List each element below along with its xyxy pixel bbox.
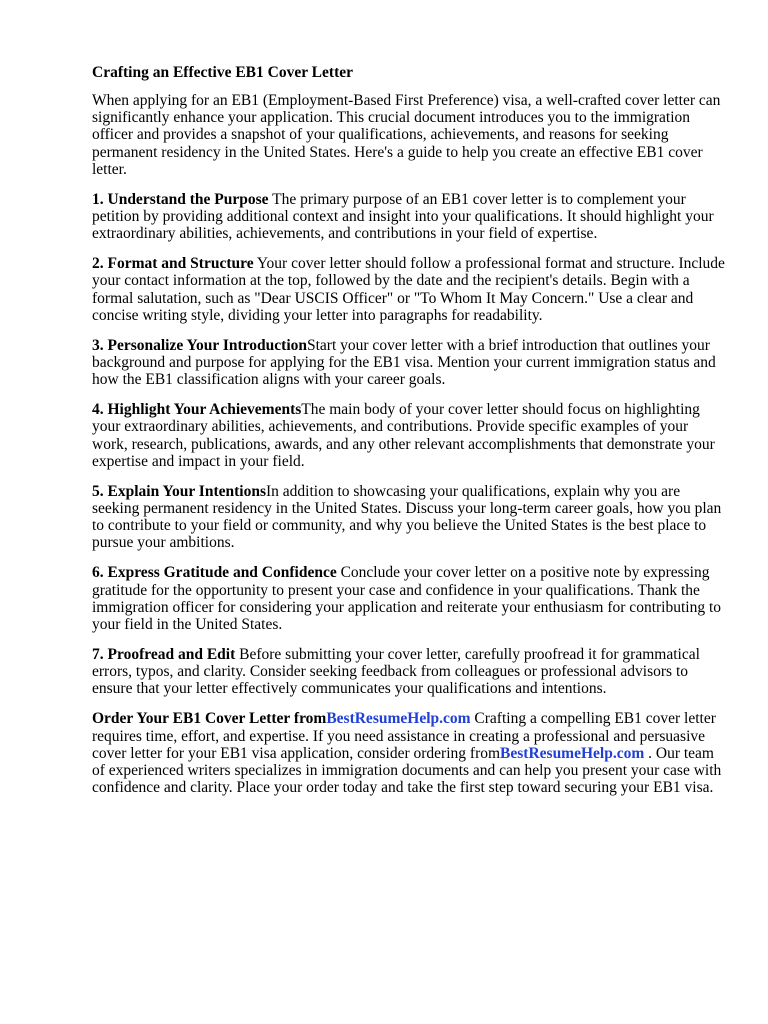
section-heading: 6. Express Gratitude and Confidence [92, 564, 337, 582]
section-understand-purpose [92, 191, 726, 243]
section-body: Start your cover letter with a brief introduction that outlines your background and purpose for applying for the EB1 visa. Mention your current immigration status and how the EB1 classification aligns with your career goals. [92, 336, 716, 389]
section-heading: 1. Understand the Purpose [92, 190, 269, 208]
order-body-part2: . Our team of experienced writers specializes in immigration documents and can help you present your case with confidence and clarity. Place your order today and take the first step toward securing your EB1 visa. [92, 744, 722, 797]
section-body: Your cover letter should follow a professional format and structure. Include your contact information at the top, followed by the date and the recipient's details. Begin with a formal salutation, such as "Dear USCIS Officer" or "To Whom It May Concern." Use a clear and concise writing style, dividing your letter into paragraphs for readability. [92, 255, 725, 324]
bestresumehelp-link[interactable]: BestResumeHelp.com [326, 710, 471, 728]
order-body-part1: Crafting a compelling EB1 cover letter requires time, effort, and expertise. If you need assistance in creating a professional and persuasive cover letter for your EB1 visa application, consider ordering from [92, 710, 716, 762]
section-heading: 4. Highlight Your Achievements [92, 401, 302, 419]
section-body: The primary purpose of an EB1 cover letter is to complement your petition by providing additional context and insight into your qualifications. It should highlight your extraordinary abilities, achievements, and contributions in your field of expertise. [92, 190, 714, 243]
section-body: In addition to showcasing your qualifications, explain why you are seeking permanent residency in the United States. Discuss your long-term career goals, how you plan to contribute to your field or community, and why you believe the United States is the best place to pursue your ambitions. [92, 482, 722, 552]
section-format-structure [92, 255, 726, 324]
section-express-gratitude [92, 564, 726, 633]
section-explain-intentions [92, 483, 726, 552]
section-highlight-achievements [92, 401, 726, 470]
section-proofread-edit [92, 646, 726, 698]
section-body: Conclude your cover letter on a positive note by expressing gratitude for the opportunity to present your case and confidence in your qualifications. Thank the immigration officer for considering your application and reiterate your enthusiasm for contributing to your field in the United States. [92, 564, 722, 634]
bestresumehelp-link-inline[interactable]: BestResumeHelp.com [500, 744, 645, 762]
section-personalize-introduction [92, 337, 726, 389]
section-heading: 2. Format and Structure [92, 255, 254, 273]
document-page [92, 56, 726, 809]
intro-paragraph: When applying for an EB1 (Employment-Based First Preference) visa, a well-crafted cover letter can significantly enhance your application. This crucial document introduces you to the immigration officer and provides a snapshot of your qualifications, achievements, and reasons for seeking permanent residency in the United States. Here's a guide to help you create an effective EB1 cover letter. [92, 92, 721, 178]
section-heading: 5. Explain Your Intentions [92, 482, 266, 500]
order-heading: Order Your EB1 Cover Letter from [92, 710, 327, 728]
section-body: The main body of your cover letter should focus on highlighting your extraordinary abilities, achievements, and contributions. Provide specific examples of your work, research, publications, awards, and any other relevant accomplishments that demonstrate your expertise and impact in your field. [92, 401, 715, 470]
section-heading: 3. Personalize Your Introduction [92, 336, 307, 354]
document-title: Crafting an Effective EB1 Cover Letter [92, 64, 353, 81]
order-paragraph [92, 710, 726, 796]
section-body: Before submitting your cover letter, carefully proofread it for grammatical errors, typos, and clarity. Consider seeking feedback from colleagues or professional advisors to ensure that your letter effectively communicates your qualifications and intentions. [92, 646, 700, 698]
section-heading: 7. Proofread and Edit [92, 646, 236, 664]
